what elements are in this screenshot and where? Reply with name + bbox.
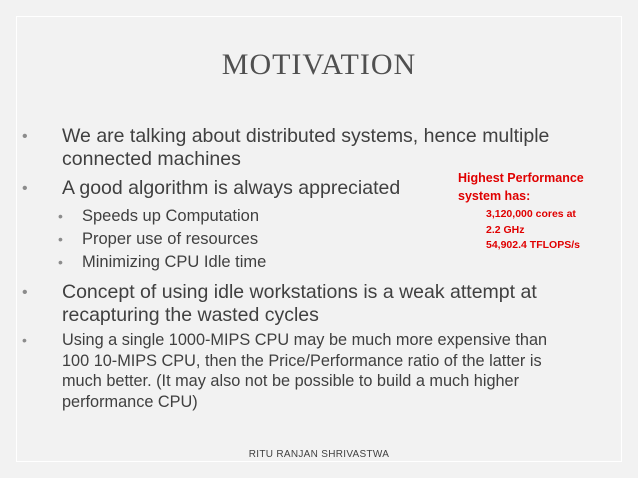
bullet-good-algorithm <box>22 177 401 200</box>
sub-bullet-resources <box>58 229 259 249</box>
bullet-marker: • <box>22 180 28 197</box>
bullet-line: connected machines <box>62 148 241 170</box>
bullet-line: Concept of using idle workstations is a weak attempt at <box>62 281 537 303</box>
bullet-marker: • <box>58 208 63 224</box>
bullet-idle-workstations <box>22 281 537 327</box>
callout-cores: 3,120,000 cores at <box>486 208 576 220</box>
bullet-distributed-systems <box>22 125 550 171</box>
bullet-marker: • <box>58 231 63 247</box>
bullet-line: Minimizing CPU Idle time <box>82 253 267 271</box>
slide-title: MOTIVATION <box>221 48 417 81</box>
slide-footer: RITU RANJAN SHRIVASTWA <box>248 449 390 460</box>
bullet-line: We are talking about distributed systems, hence multiple <box>62 125 550 147</box>
callout-frequency: 2.2 GHz <box>486 224 525 236</box>
callout-tflops: 54,902.4 TFLOPS/s <box>486 239 580 251</box>
bullet-line: 100 10-MIPS CPU, then the Price/Performance ratio of the latter is <box>62 351 542 370</box>
callout-heading <box>458 169 618 205</box>
sub-bullet-speeds-up <box>58 206 260 226</box>
bullet-mips-cpu <box>22 330 548 412</box>
bullet-marker: • <box>22 284 28 301</box>
bullet-line: Using a single 1000-MIPS CPU may be much more expensive than <box>62 331 548 349</box>
callout-line: Highest Performance <box>458 171 584 185</box>
callout-line: system has: <box>458 189 531 203</box>
bullet-line: Speeds up Computation <box>82 207 260 225</box>
bullet-marker: • <box>58 254 63 270</box>
bullet-line: A good algorithm is always appreciated <box>62 177 401 199</box>
bullet-line: Proper use of resources <box>82 230 259 248</box>
bullet-marker: • <box>22 332 27 348</box>
bullet-line: performance CPU) <box>62 392 198 411</box>
bullet-line: recapturing the wasted cycles <box>62 304 319 326</box>
bullet-marker: • <box>22 128 28 145</box>
bullet-line: much better. (It may also not be possible to build a much higher <box>62 372 520 390</box>
sub-bullet-idle-time <box>58 252 267 272</box>
